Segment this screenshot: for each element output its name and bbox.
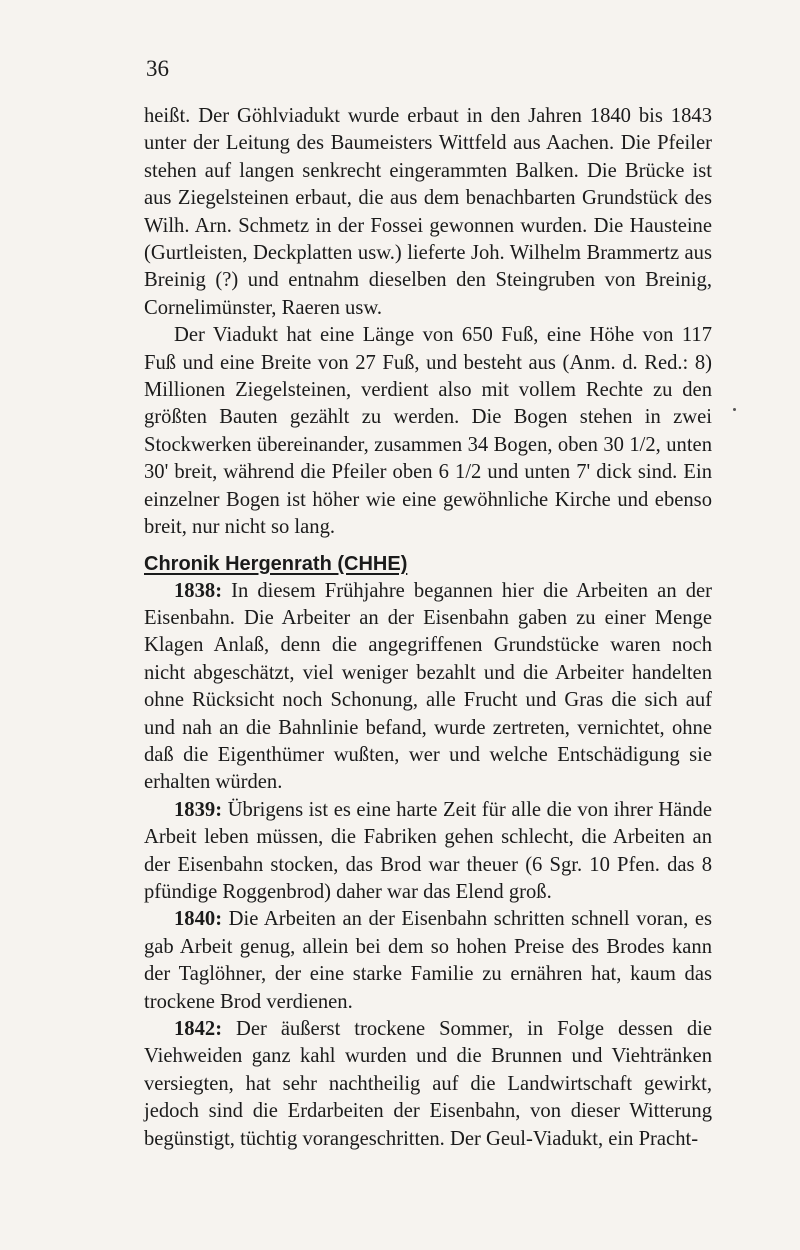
paragraph-viaduct-dimensions: Der Viadukt hat eine Länge von 650 Fuß, eine Höhe von 117 Fuß und eine Breite von 27 Fuß, und besteht aus (Anm. d. Red.: 8) Millionen Ziegelsteinen, verdient also mit vollem Rechte zu den größten Bauten gezählt zu werden. Die Bogen stehen in zwei Stockwerken übereinander, zusammen 34 Bogen, oben 30 1/2, unten 30' breit, während die Pfeiler oben 6 1/2 und unten 7' dick sind. Ein einzelner Bogen ist höher wie eine gewöhnliche Kirche und ebenso breit, nur nicht so lang. xyxy=(144,324,712,539)
body-text xyxy=(144,103,712,1153)
chronicle-entry-1839 xyxy=(144,797,712,907)
entry-year: 1838: xyxy=(174,579,223,602)
margin-speck xyxy=(733,408,736,411)
chronicle-entry-1840 xyxy=(144,906,712,1016)
entry-text: Übrigens ist es eine harte Zeit für alle die von ihrer Hände Arbeit leben müssen, die Fabriken gehen schlecht, die Arbeiten an der Eisenbahn stocken, das Brod war theuer (6 Sgr. 10 Pfen. das 8 pfündige Roggenbrod) daher war das Elend groß. xyxy=(144,798,712,903)
entry-year: 1842: xyxy=(174,1018,223,1040)
entry-text: In diesem Frühjahre begannen hier die Arbeiten an der Eisenbahn. Die Arbeiter an der Eisenbahn gaben zu einer Menge Klagen Anlaß, denn die angegriffenen Grundstücke waren noch nicht abgeschätzt, viel weniger bezahlt und die Arbeiter handelten ohne Rücksicht noch Schonung, alle Frucht und Gras die sich auf und nah an die Bahnlinie befand, wurde zertreten, vernichtet, ohne daß die Eigenthümer wußten, wer und welche Entschädigung sie erhalten würden. xyxy=(144,579,712,794)
page-number: 36 xyxy=(146,56,169,81)
chronicle-entry-1842 xyxy=(144,1016,712,1153)
chronicle-entry-1838 xyxy=(144,578,712,797)
entry-text: Die Arbeiten an der Eisenbahn schritten schnell voran, es gab Arbeit genug, allein bei dem so hohen Preise des Brodes kann der Taglöhner, der eine starke Familie zu ernähren hat, kaum das trockene Brod verdienen. xyxy=(144,908,712,1013)
entry-text: Der äußerst trockene Sommer, in Folge dessen die Viehweiden ganz kahl wurden und die Brunnen und Viehtränken versiegten, hat sehr nachtheilig auf die Landwirtschaft gewirkt, jedoch sind die Erdarbeiten der Eisenbahn, von dieser Witterung begünstigt, tüchtig vorangeschritten. Der Geul-Viadukt, ein Pracht- xyxy=(144,1018,712,1150)
section-heading-chronik-hergenrath: Chronik Hergenrath (CHHE) xyxy=(144,552,408,575)
paragraph-viaduct-construction: heißt. Der Göhlviadukt wurde erbaut in den Jahren 1840 bis 1843 unter der Leitung des Baumeisters Wittfeld aus Aachen. Die Pfeiler stehen auf langen senkrecht eingerammten Balken. Die Brücke ist aus Ziegelsteinen erbaut, die aus dem benachbarten Grundstück des Wilh. Arn. Schmetz in der Fossei gewonnen wurden. Die Hausteine (Gurtleisten, Deckplatten usw.) lieferte Joh. Wilhelm Brammertz aus Breinig (?) und entnahm dieselben den Steingruben von Breinig, Cornelimünster, Raeren usw. xyxy=(144,105,712,319)
entry-year: 1840: xyxy=(174,908,223,931)
entry-year: 1839: xyxy=(174,798,223,821)
